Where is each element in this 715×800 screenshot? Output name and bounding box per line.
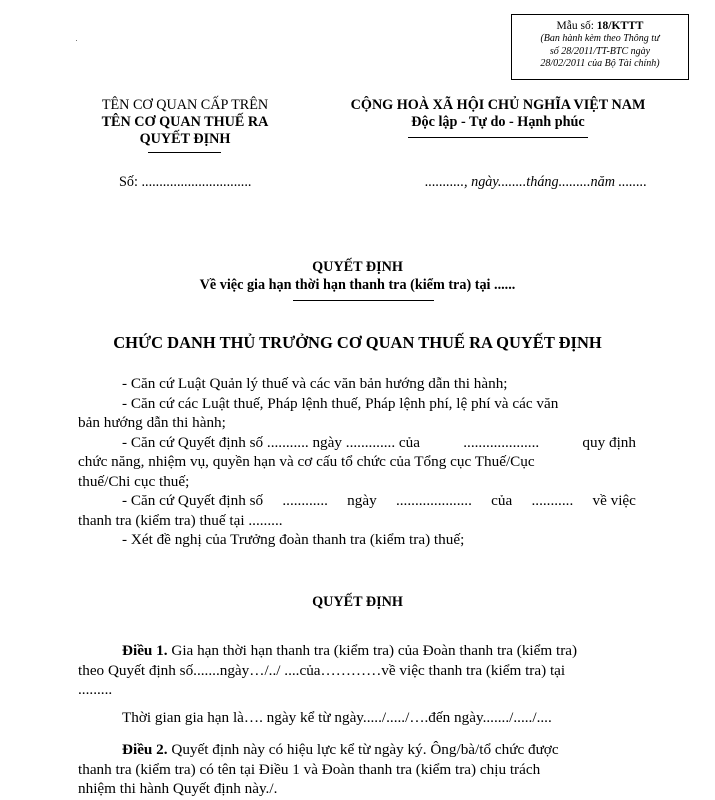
agency-block — [70, 97, 300, 148]
national-motto: Độc lập - Tự do - Hạnh phúc — [411, 114, 585, 130]
authority-title: CHỨC DANH THỦ TRƯỞNG CƠ QUAN THUẾ RA QUYẾT ĐỊNH — [113, 333, 602, 352]
article-line: theo Quyết định số.......ngày…/../ ....của…………về việc thanh tra (kiểm tra) tại — [78, 661, 566, 679]
issuing-agency: TÊN CƠ QUAN THUẾ RA — [101, 114, 269, 130]
basis-line: thuế/Chi cục thuế; — [78, 472, 190, 490]
form-note-line: (Ban hành kèm theo Thông tư — [540, 33, 660, 44]
extension-period — [78, 708, 636, 728]
basis-line: - Căn cứ Luật Quản lý thuế và các văn bản hướng dẫn thi hành; — [122, 375, 508, 392]
legal-bases — [78, 374, 636, 550]
extension-text: Thời gian gia hạn là…. ngày kể từ ngày...../...../….đến ngày......./...../.... — [122, 709, 552, 726]
basis-segment: ............ — [282, 492, 328, 509]
form-code — [512, 19, 688, 33]
basis-segment: .................... — [463, 433, 540, 451]
basis-segment: - Căn cứ Quyết định số — [122, 492, 264, 509]
basis-line — [78, 433, 636, 453]
article-line — [78, 740, 636, 760]
article-line: nhiệm thi hành Quyết định này./. — [78, 780, 278, 797]
form-note-line: số 28/2011/TT-BTC ngày — [549, 45, 651, 57]
basis-segment: về việc — [592, 492, 636, 509]
basis-line: bản hướng dẫn thi hành; — [78, 414, 226, 431]
issuing-agency-cont: QUYẾT ĐỊNH — [139, 131, 231, 147]
article-text: Gia hạn thời hạn thanh tra (kiểm tra) của Đoàn thanh tra (kiểm tra) — [167, 642, 578, 659]
form-note-line: 28/02/2011 của Bộ Tài chính) — [540, 58, 660, 69]
basis-line: chức năng, nhiệm vụ, quyền hạn và cơ cấu tổ chức của Tổng cục Thuế/Cục — [78, 453, 535, 470]
article-text: Quyết định này có hiệu lực kể từ ngày ký. Ông/bà/tổ chức được — [167, 741, 559, 758]
document-date: ..........., ngày........tháng.........năm ........ — [425, 174, 647, 190]
article-2 — [78, 740, 636, 799]
article-label: Điều 1. — [122, 642, 168, 659]
basis-line: - Căn cứ các Luật thuế, Pháp lệnh thuế, Pháp lệnh phí, lệ phí và các văn — [122, 394, 559, 412]
basis-segment: ngày — [347, 492, 377, 509]
subtitle-underline — [293, 300, 434, 301]
basis-segment: quy định — [582, 433, 636, 451]
article-line: ......... — [78, 681, 113, 698]
scan-speck — [76, 40, 77, 41]
national-header — [318, 97, 678, 131]
basis-segment: ........... — [531, 492, 574, 509]
form-code-label: Mẫu số: — [556, 20, 597, 32]
article-1 — [78, 641, 636, 700]
article-label: Điều 2. — [122, 741, 168, 758]
superior-agency: TÊN CƠ QUAN CẤP TRÊN — [101, 97, 269, 113]
article-line — [78, 641, 636, 661]
national-title: CỘNG HOÀ XÃ HỘI CHỦ NGHĨA VIỆT NAM — [350, 97, 646, 113]
decision-title: QUYẾT ĐỊNH — [312, 259, 403, 275]
basis-segment: .................... — [395, 492, 472, 509]
basis-segment: của — [491, 492, 513, 509]
basis-segment: - Căn cứ Quyết định số ........... ngày ............. của — [122, 433, 421, 451]
motto-underline — [408, 137, 588, 138]
decision-subtitle: Về việc gia hạn thời hạn thanh tra (kiểm tra) tại ...... — [199, 277, 516, 293]
document-number: Số: ............................... — [119, 174, 252, 190]
basis-line: - Xét đề nghị của Trưởng đoàn thanh tra (kiểm tra) thuế; — [122, 531, 465, 548]
agency-underline — [148, 152, 221, 153]
form-code-box — [511, 14, 689, 80]
basis-line: thanh tra (kiểm tra) thuế tại ......... — [78, 511, 283, 529]
form-code-value: 18/KTTT — [596, 20, 644, 32]
article-line: thanh tra (kiểm tra) có tên tại Điều 1 và Đoàn thanh tra (kiểm tra) chịu trách — [78, 760, 541, 778]
decides-title: QUYẾT ĐỊNH — [312, 594, 403, 610]
basis-line — [78, 491, 636, 511]
